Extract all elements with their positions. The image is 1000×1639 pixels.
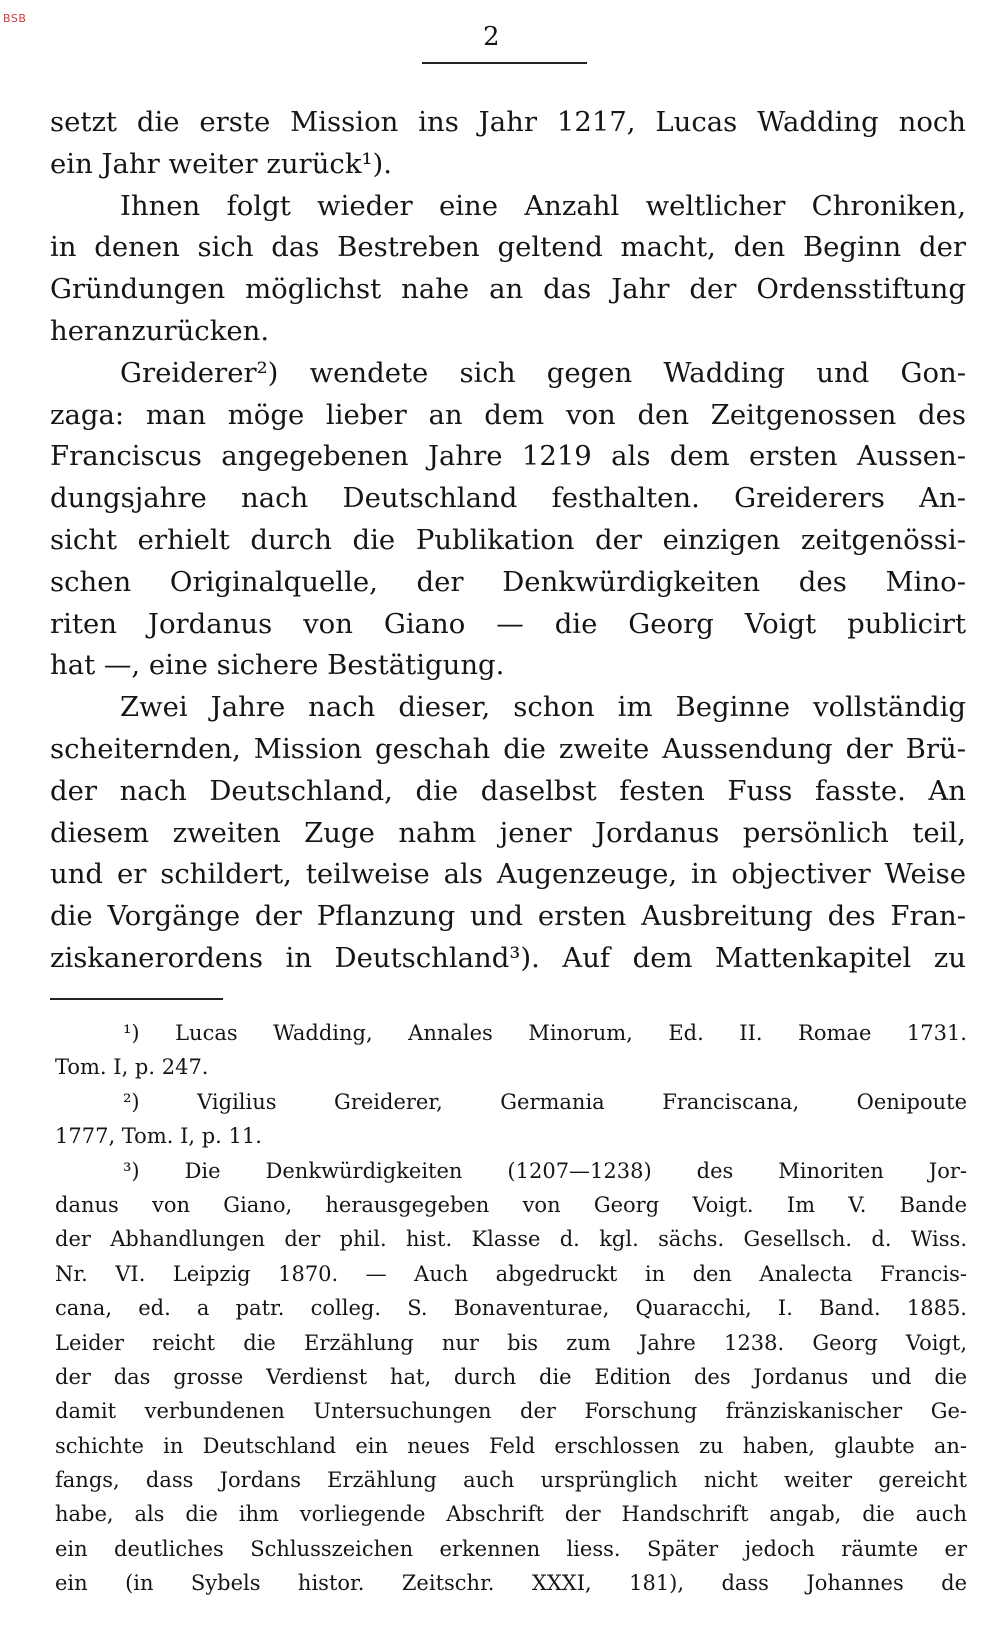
footnote-line: ³) Die Denkwürdigkeiten (1207—1238) des Minoriten Jor-	[123, 1158, 967, 1183]
footnote-line: damit verbundenen Untersuchungen der Forschung fränziskanischer Ge-	[55, 1399, 967, 1424]
body-line: Greiderer²) wendete sich gegen Wadding und Gon-	[120, 356, 966, 389]
body-line: setzt die erste Mission ins Jahr 1217, Lucas Wadding noch	[50, 106, 966, 138]
body-line: schen Originalquelle, der Denkwürdigkeiten des Mino-	[50, 565, 966, 598]
footnote-line: 1777, Tom. I, p. 11.	[55, 1124, 262, 1149]
footnote-line: ²) Vigilius Greiderer, Germania Franciscana, Oenipoute	[123, 1089, 967, 1114]
footnote-rule	[50, 998, 223, 1000]
body-line: Gründungen möglichst nahe an das Jahr der Ordensstiftung	[50, 273, 966, 306]
body-line: dungsjahre nach Deutschland festhalten. Greiderers An-	[50, 482, 966, 515]
body-line: der nach Deutschland, die daselbst festen Fuss fasste. An	[50, 774, 966, 807]
footnote-line: danus von Giano, herausgegeben von Georg Voigt. Im V. Bande	[55, 1192, 967, 1217]
body-line: ziskanerordens in Deutschland³). Auf dem Mattenkapitel zu	[50, 941, 966, 974]
page-number: 2	[483, 22, 500, 52]
footnotes	[55, 1016, 967, 1601]
body-line: scheiternden, Mission geschah die zweite Aussendung der Brü-	[50, 732, 966, 765]
footnote-line: Nr. VI. Leipzig 1870. — Auch abgedruckt in den Analecta Francis-	[55, 1261, 967, 1286]
body-line: Zwei Jahre nach dieser, schon im Beginne vollständig	[120, 691, 966, 724]
body-line: sicht erhielt durch die Publikation der einzigen zeitgenössi-	[50, 523, 966, 556]
library-watermark: BSB	[3, 12, 27, 25]
footnote-line: der das grosse Verdienst hat, durch die Edition des Jordanus und die	[55, 1364, 967, 1389]
body-line: diesem zweiten Zuge nahm jener Jordanus persönlich teil,	[50, 816, 966, 849]
footnote-line: Tom. I, p. 247.	[55, 1055, 209, 1080]
body-line: und er schildert, teilweise als Augenzeuge, in objectiver Weise	[50, 858, 966, 891]
footnote-line: habe, als die ihm vorliegende Abschrift der Handschrift angab, die auch	[55, 1502, 967, 1527]
body-line: die Vorgänge der Pflanzung und ersten Ausbreitung des Fran-	[50, 900, 966, 933]
footnote-line: ein deutliches Schlusszeichen erkennen liess. Später jedoch räumte er	[55, 1536, 967, 1561]
body-line: riten Jordanus von Giano — die Georg Voigt publicirt	[50, 607, 966, 640]
footnote-line: cana, ed. a patr. colleg. S. Bonaventurae, Quaracchi, I. Band. 1885.	[55, 1296, 967, 1321]
body-line: zaga: man möge lieber an dem von den Zeitgenossen des	[50, 398, 966, 431]
footnote-line: ein (in Sybels histor. Zeitschr. XXXI, 181), dass Johannes de	[55, 1571, 967, 1596]
body-line: hat —, eine sichere Bestätigung.	[50, 649, 505, 682]
body-text	[50, 102, 966, 980]
footnote-line: fangs, dass Jordans Erzählung auch ursprünglich nicht weiter gereicht	[55, 1468, 967, 1493]
body-line: Ihnen folgt wieder eine Anzahl weltlicher Chroniken,	[120, 189, 966, 222]
footnote-line: schichte in Deutschland ein neues Feld erschlossen zu haben, glaubte an-	[55, 1433, 967, 1458]
footnote-line: Leider reicht die Erzählung nur bis zum Jahre 1238. Georg Voigt,	[55, 1330, 967, 1355]
header-rule	[422, 62, 587, 64]
footnote-line: der Abhandlungen der phil. hist. Klasse d. kgl. sächs. Gesellsch. d. Wiss.	[55, 1227, 967, 1252]
body-line: in denen sich das Bestreben geltend macht, den Beginn der	[50, 231, 966, 264]
footnote-line: ¹) Lucas Wadding, Annales Minorum, Ed. II. Romae 1731.	[123, 1021, 967, 1045]
body-line: heranzurücken.	[50, 314, 270, 347]
body-line: ein Jahr weiter zurück¹).	[50, 147, 392, 180]
body-line: Franciscus angegebenen Jahre 1219 als dem ersten Aussen-	[50, 440, 966, 473]
